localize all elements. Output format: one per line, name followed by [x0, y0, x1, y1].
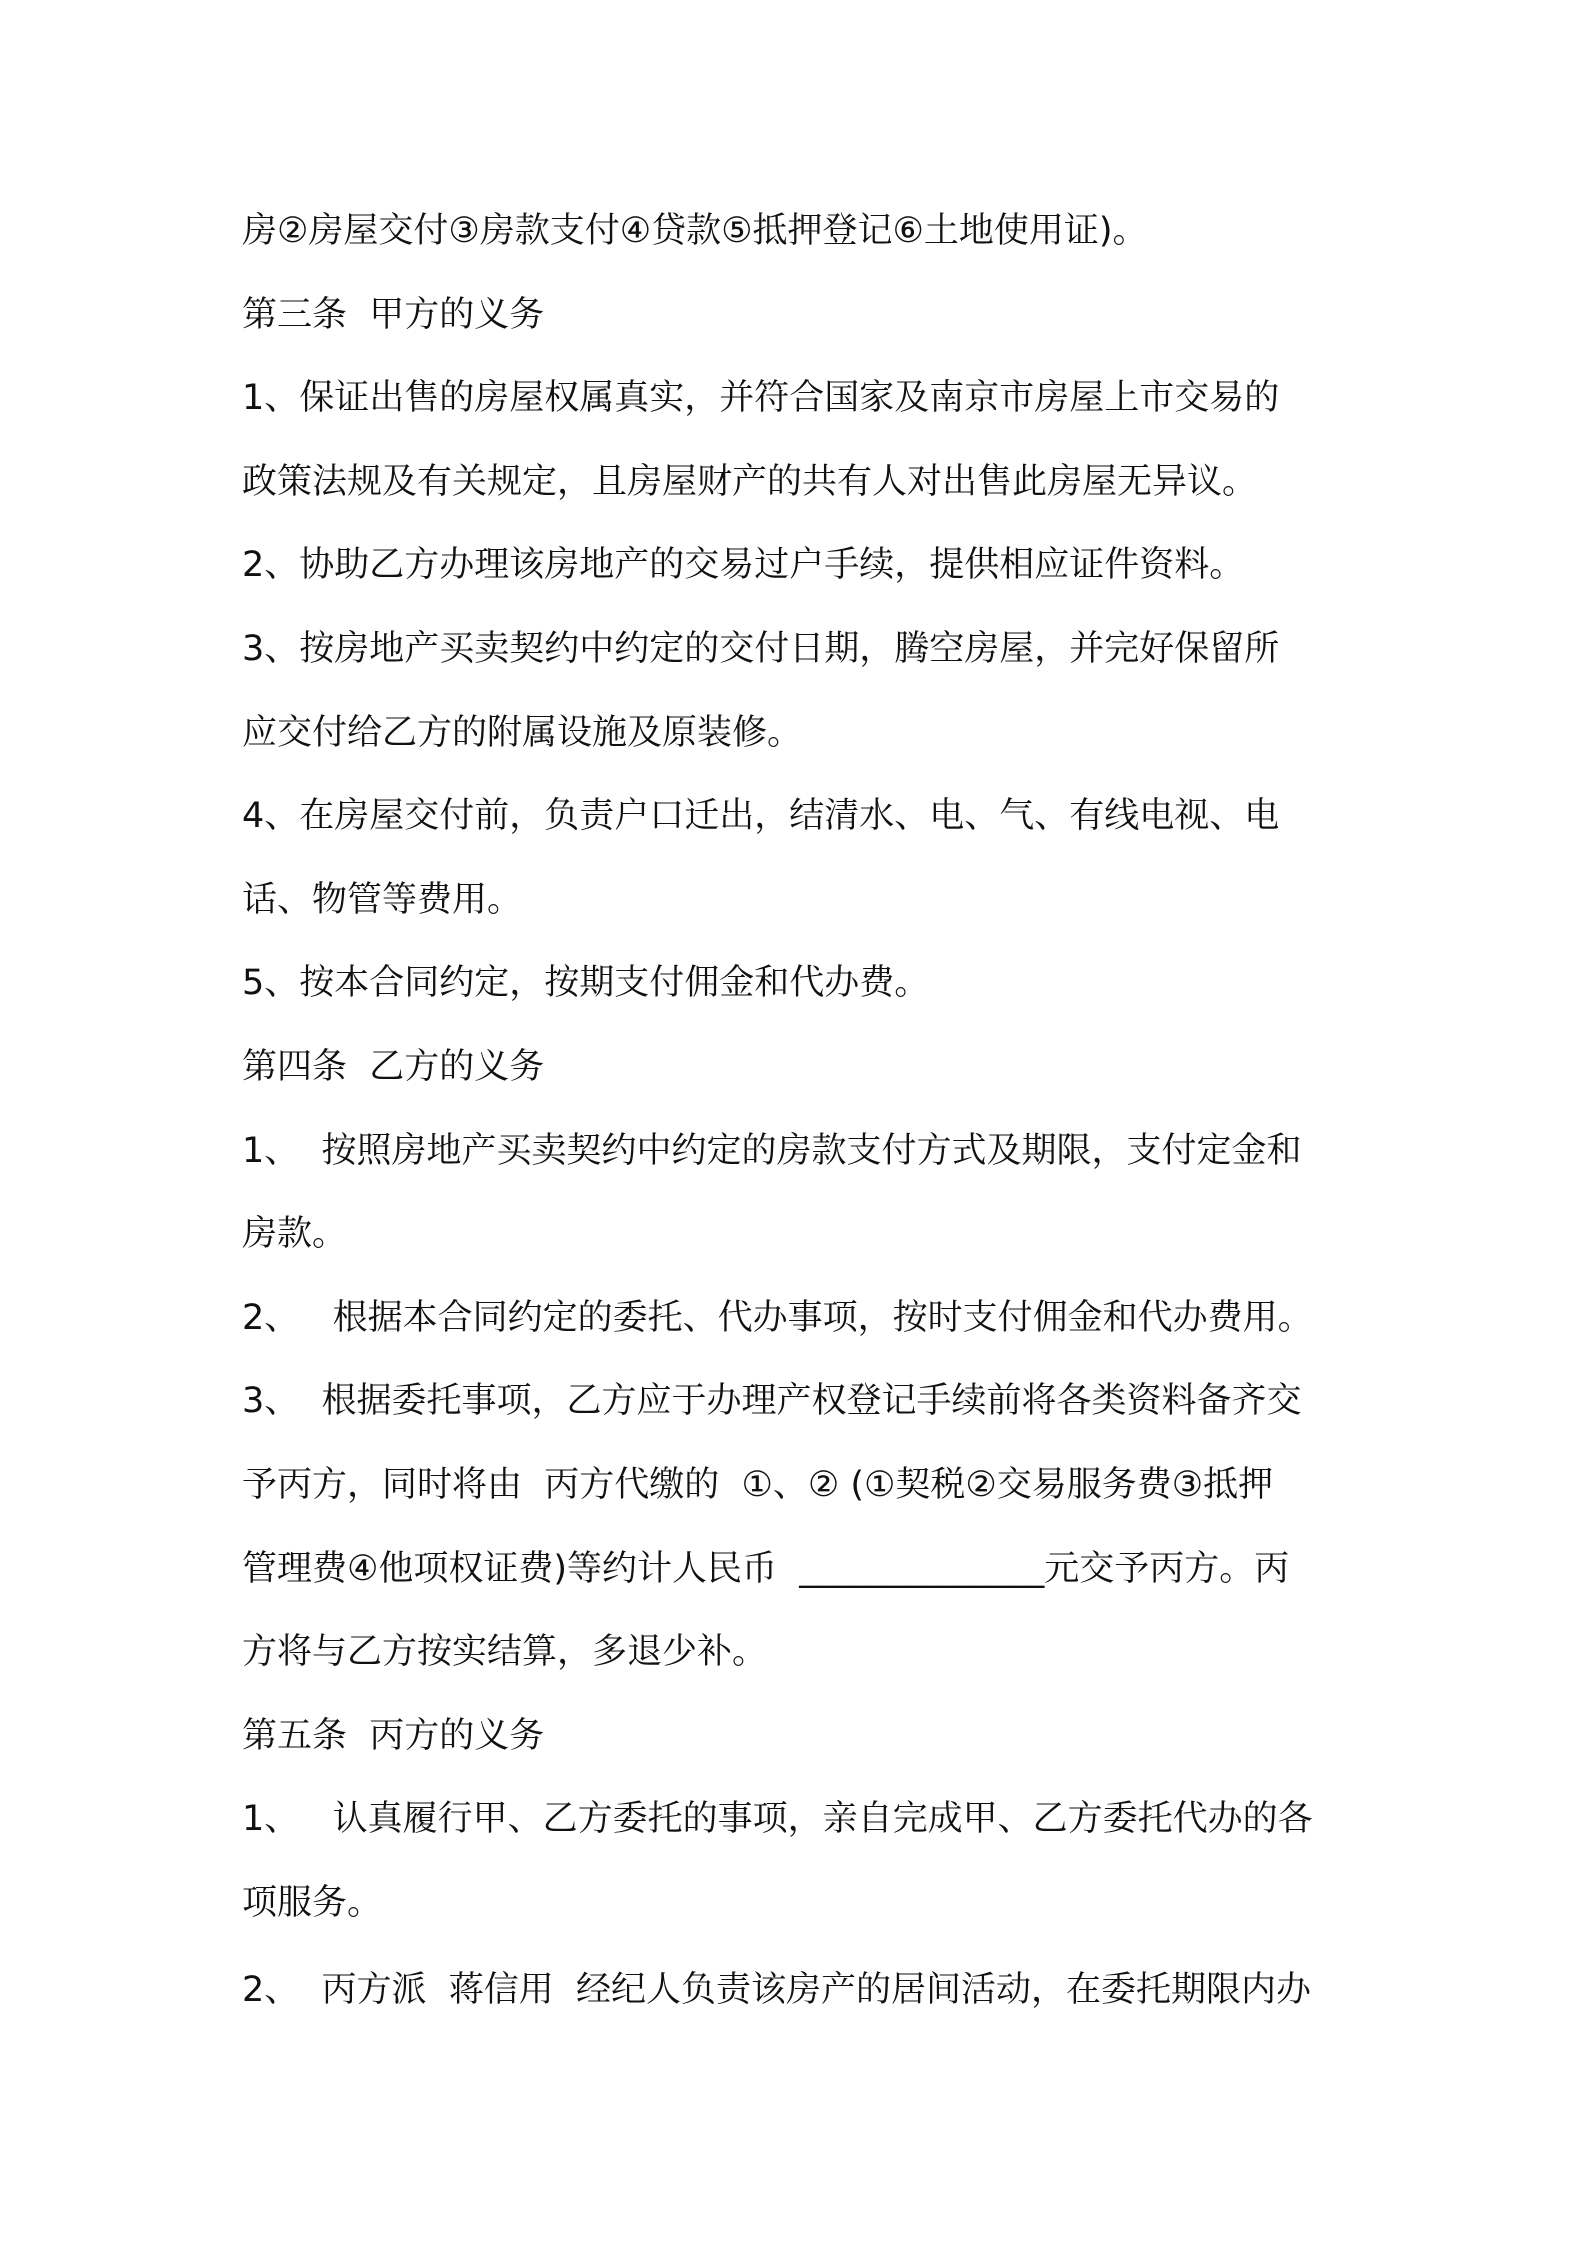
text-line: 4、在房屋交付前，负责户口迁出，结清水、电、气、有线电视、电	[242, 796, 1280, 837]
text-line: 3、按房地产买卖契约中约定的交付日期，腾空房屋，并完好保留所	[242, 628, 1280, 669]
text-line: 予丙方，同时将由 丙方代缴的 ①、② (①契税②交易服务费③抵押	[242, 1464, 1274, 1505]
text-line: 2、 根据本合同约定的委托、代办事项，按时支付佣金和代办费用。	[242, 1297, 1313, 1338]
section-heading: 第三条 甲方的义务	[242, 294, 545, 335]
text-line: 3、 根据委托事项，乙方应于办理产权登记手续前将各类资料备齐交	[242, 1381, 1302, 1422]
text-line: 应交付给乙方的附属设施及原装修。	[242, 712, 803, 753]
document-body	[242, 190, 1352, 2033]
text-line: 2、 丙方派 蒋信用 经纪人负责该房产的居间活动，在委托期限内办	[242, 1970, 1312, 2011]
text-line: 2、协助乙方办理该房地产的交易过户手续，提供相应证件资料。	[242, 545, 1245, 586]
text-line: 项服务。	[242, 1882, 383, 1923]
text-line: 政策法规及有关规定，且房屋财产的共有人对出售此房屋无异议。	[242, 461, 1258, 502]
text-line: 1、保证出售的房屋权属真实，并符合国家及南京市房屋上市交易的	[242, 378, 1280, 419]
text-line: 方将与乙方按实结算，多退少补。	[242, 1632, 768, 1673]
section-heading: 第四条 乙方的义务	[242, 1046, 545, 1087]
text-line: 管理费④他项权证费)等约计人民币 ______________元交予丙方。丙	[242, 1548, 1290, 1589]
text-line: 1、 按照房地产买卖契约中约定的房款支付方式及期限，支付定金和	[242, 1130, 1302, 1171]
text-line: 5、按本合同约定，按期支付佣金和代办费。	[242, 963, 930, 1004]
section-heading: 第五条 丙方的义务	[242, 1715, 545, 1756]
text-line: 房款。	[242, 1214, 348, 1255]
text-line: 房②房屋交付③房款支付④贷款⑤抵押登记⑥土地使用证)。	[242, 211, 1148, 251]
text-line: 话、物管等费用。	[242, 879, 523, 920]
text-line: 1、 认真履行甲、乙方委托的事项，亲自完成甲、乙方委托代办的各	[242, 1799, 1313, 1840]
